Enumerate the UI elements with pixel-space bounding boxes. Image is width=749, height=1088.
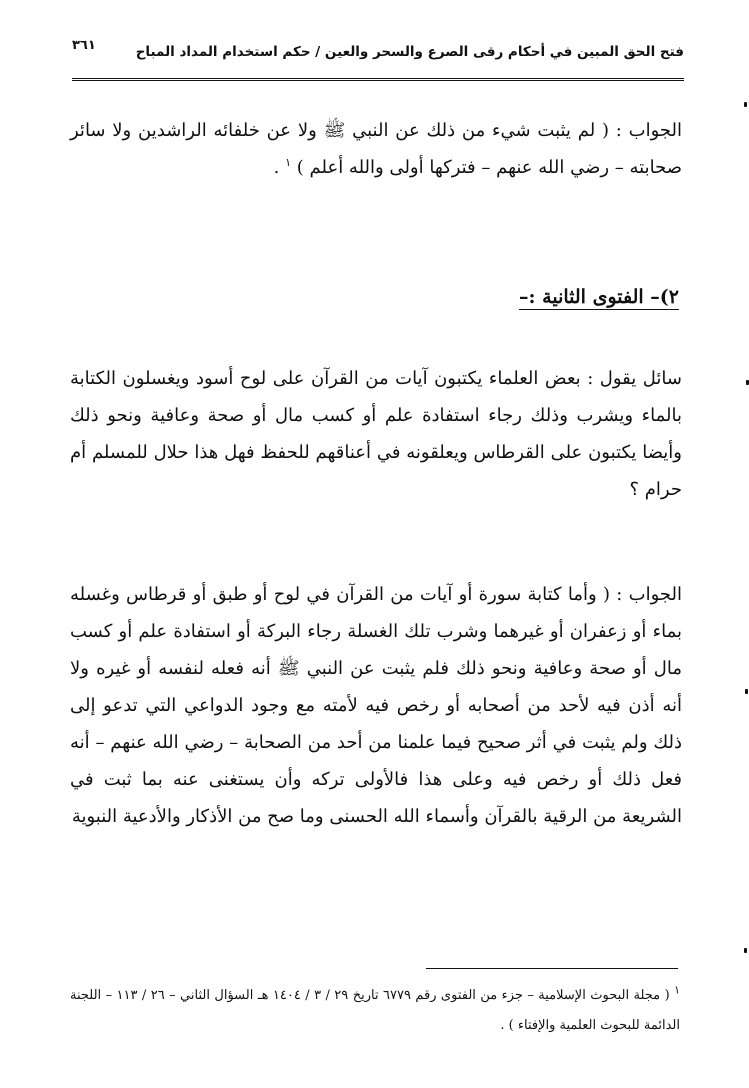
running-header [72, 38, 684, 72]
footnote-marker: ١ [674, 983, 681, 997]
question-paragraph: سائل يقول : بعض العلماء يكتبون آيات من القرآن على لوح أسود ويغسلون الكتابة بالماء ويشرب وذلك رجاء استفادة علم أو كسب مال أو صحة وعافية ونحو ذلك وأيضا يكتبون على القرطاس ويعلقونه في أعناقهم للحفظ فهل هذا حلال للمسلم أم حرام ؟ [70, 368, 682, 500]
header-divider [72, 78, 684, 81]
page-number: ٣٦١ [72, 38, 96, 53]
scan-mark [744, 948, 747, 953]
answer-1-trailing: . [273, 157, 280, 178]
footnote-divider [426, 968, 678, 969]
answer-paragraph-1 [70, 112, 682, 186]
answer-1-text: الجواب : ( لم يثبت شيء من ذلك عن النبي ﷺ ولا عن خلفائه الراشدين ولا سائر صحابته – رضي الله عنهم – فتركها أولى والله أعلم ) [70, 120, 682, 178]
scan-mark [745, 689, 748, 694]
footnote [70, 981, 680, 1041]
footnote-reference[interactable]: ١ [285, 156, 292, 169]
header-title: فتح الحق المبين في أحكام رقى الصرع والسحر والعين / حكم استخدام المداد المباح [135, 44, 684, 60]
scan-mark [744, 102, 747, 107]
answer-paragraph-2: الجواب : ( وأما كتابة سورة أو آيات من القرآن في لوح أو طبق أو قرطاس وغسله بماء أو زعفران أو غيرهما وشرب تلك الغسلة رجاء البركة أو استفادة علم أو كسب مال أو صحة وعافية ونحو ذلك فلم يثبت عن النبي ﷺ أنه فعله لنفسه أو غيره ولا أنه أذن فيه لأحد من أصحابه أو رخص فيه لأمته مع وجود الدواعي التي تدعو إلى ذلك ولم يثبت في أثر صحيح فيما علمنا من أحد من الصحابة – رضي الله عنهم – أنه فعل ذلك أو رخص فيه وعلى هذا فالأولى تركه وأن يستغنى عنه بما ثبت في الشريعة من الرقية بالقرآن وأسماء الله الحسنى وما صح من الأذكار والأدعية النبوية [70, 584, 682, 827]
footnote-text: ( مجلة البحوث الإسلامية – جزء من الفتوى رقم ٦٧٧٩ تاريخ ٢٩ / ٣ / ١٤٠٤ هـ السؤال الثاني – ٢٦ / ١١٣ – اللجنة الدائمة للبحوث العلمية والإفتاء ) . [70, 988, 680, 1033]
section-heading: ٢)– الفتوى الثانية :– [519, 286, 679, 308]
